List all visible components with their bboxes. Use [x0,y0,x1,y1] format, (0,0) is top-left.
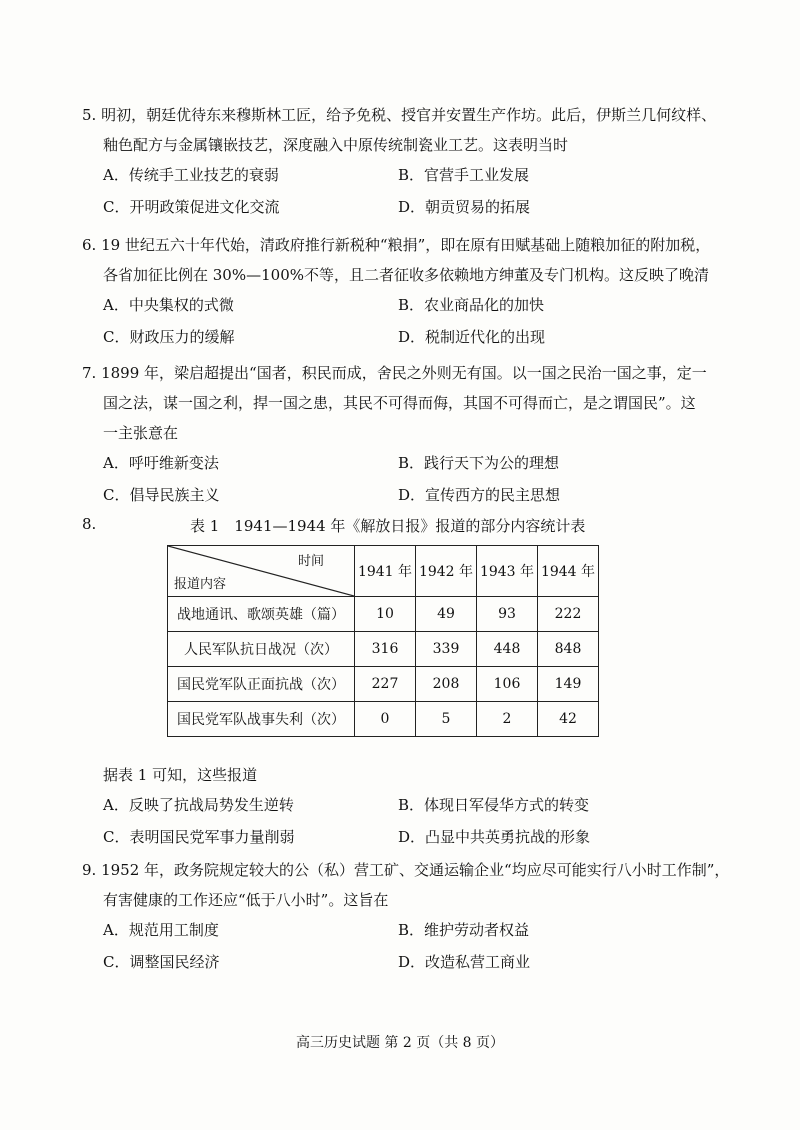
table-row [168,597,599,632]
table-row [168,632,599,667]
q7-option-c: C．倡导民族主义 [103,486,220,504]
table-cell: 106 [477,667,538,702]
q5-stem-line1: 5. 明初，朝廷优待东来穆斯林工匠，给予免税、授官并安置生产作坊。此后，伊斯兰几何纹样、 [82,106,717,124]
table-cell: 848 [538,632,599,667]
q8-option-b: B．体现日军侵华方式的转变 [398,796,590,814]
q7-option-d: D．宣传西方的民主思想 [398,486,561,504]
table-cell: 208 [416,667,477,702]
table-cell: 93 [477,597,538,632]
q9-stem-line2: 有害健康的工作还应“低于八小时”。这旨在 [103,891,389,909]
q5-option-c: C．开明政策促进文化交流 [103,198,280,216]
q8-option-a: A．反映了抗战局势发生逆转 [103,796,294,814]
table-header-row [168,546,599,597]
q6-stem-line1: 6. 19 世纪五六十年代始，清政府推行新税种“粮捐”，即在原有田赋基础上随粮加征的附加税， [82,236,711,254]
year-1943: 1943 年 [477,546,538,597]
header-time: 时间 [297,554,324,569]
table-cell: 2 [477,702,538,737]
q7-option-b: B．践行天下为公的理想 [398,454,560,472]
year-1942: 1942 年 [416,546,477,597]
table-row [168,667,599,702]
table-cell: 10 [355,597,416,632]
q5-option-d: D．朝贡贸易的拓展 [398,198,531,216]
q9-option-b: B．维护劳动者权益 [398,921,530,939]
q7-option-a: A．呼吁维新变法 [103,454,219,472]
table-cell: 42 [538,702,599,737]
header-content: 报道内容 [174,577,227,592]
table-cell: 0 [355,702,416,737]
q5-option-a: A．传统手工业技艺的衰弱 [103,166,279,184]
question-6 [82,230,722,354]
table-cell: 222 [538,597,599,632]
q6-option-b: B．农业商品化的加快 [398,296,545,314]
page-footer: 高三历史试题 第 2 页（共 8 页） [295,1035,505,1051]
table-cell: 448 [477,632,538,667]
q7-stem-line2: 国之法，谋一国之利，捍一国之患，其民不可得而侮，其国不可得而亡，是之谓国民”。这 [103,394,696,412]
q6-option-c: C．财政压力的缓解 [103,328,235,346]
table-diagonal-header [168,546,355,597]
table-cell: 339 [416,632,477,667]
year-1944: 1944 年 [538,546,599,597]
row-label: 战地通讯、歌颂英雄（篇） [168,597,355,632]
row-label: 国民党军队正面抗战（次） [168,667,355,702]
row-label: 国民党军队战事失利（次） [168,702,355,737]
table-cell: 149 [538,667,599,702]
table-cell: 227 [355,667,416,702]
question-9 [82,855,730,979]
q8-number: 8. [82,515,97,533]
report-stats-table [167,545,599,737]
q5-stem-line2: 釉色配方与金属镶嵌技艺，深度融入中原传统制瓷业工艺。这表明当时 [103,136,569,154]
question-7 [82,358,722,512]
question-5 [82,100,722,224]
q8-option-c: C．表明国民党军事力量削弱 [103,828,295,846]
table-caption: 表 1 1941—1944 年《解放日报》报道的部分内容统计表 [190,517,586,535]
q9-option-a: A．规范用工制度 [103,921,219,939]
table-row [168,702,599,737]
q8-stem: 据表 1 可知，这些报道 [103,766,258,784]
q7-stem-line1: 7. 1899 年，梁启超提出“国者，积民而成，舍民之外则无有国。以一国之民治一国之事，定一 [82,364,707,382]
q6-stem-line2: 各省加征比例在 30%—100%不等，且二者征收多依赖地方绅董及专门机构。这反映了晚清 [103,266,709,284]
q9-stem-line1: 9. 1952 年，政务院规定较大的公（私）营工矿、交通运输企业“均应尽可能实行八小时工作制”， [82,861,730,879]
q9-option-c: C．调整国民经济 [103,953,220,971]
q5-option-b: B．官营手工业发展 [398,166,530,184]
q6-option-a: A．中央集权的式微 [103,296,234,314]
year-1941: 1941 年 [355,546,416,597]
q6-option-d: D．税制近代化的出现 [398,328,546,346]
table-cell: 316 [355,632,416,667]
row-label: 人民军队抗日战况（次） [168,632,355,667]
q8-option-d: D．凸显中共英勇抗战的形象 [398,828,591,846]
q7-stem-line3: 一主张意在 [103,424,179,442]
q9-option-d: D．改造私营工商业 [398,953,531,971]
table-cell: 5 [416,702,477,737]
q8-stem-and-options [82,760,722,854]
table-cell: 49 [416,597,477,632]
